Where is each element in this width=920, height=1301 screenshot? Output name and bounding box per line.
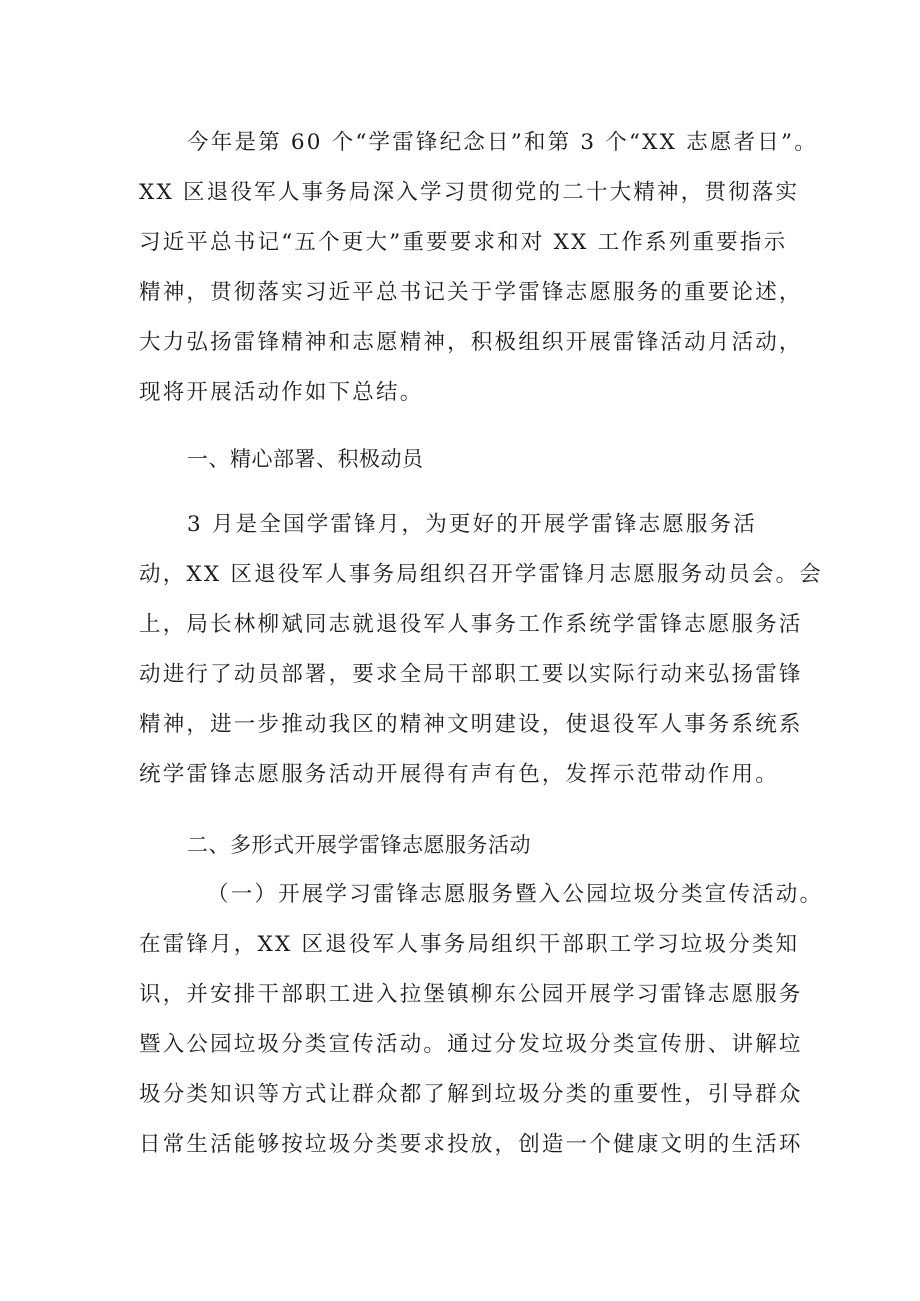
text-line: 识，并安排干部职工进入拉堡镇柳东公园开展学习雷锋志愿服务 — [139, 982, 803, 1007]
text-line: 在雷锋月，XX 区退役军人事务局组织干部职工学习垃圾分类知 — [139, 932, 800, 957]
document-body — [139, 118, 824, 1170]
section-heading-1: 一、精心部署、积极动员 — [187, 447, 424, 471]
text-line: 精神，贯彻落实习近平总书记关于学雷锋志愿服务的重要论述， — [139, 280, 803, 305]
text-line: 今年是第 60 个“学雷锋纪念日”和第 3 个“XX 志愿者日”。 — [187, 130, 818, 155]
text-line: XX 区退役军人事务局深入学习贯彻党的二十大精神，贯彻落实 — [139, 180, 800, 205]
text-line: 统学雷锋志愿服务活动开展得有声有色，发挥示范带动作用。 — [139, 762, 779, 787]
text-line: 日常生活能够按垃圾分类要求投放，创造一个健康文明的生活环 — [139, 1132, 803, 1157]
text-line: 大力弘扬雷锋精神和志愿精神，积极组织开展雷锋活动月活动， — [139, 330, 803, 355]
text-line: 圾分类知识等方式让群众都了解到垃圾分类的重要性，引导群众 — [139, 1082, 803, 1107]
text-line: 动，XX 区退役军人事务局组织召开学雷锋月志愿服务动员会。会 — [139, 562, 823, 587]
section-heading-2: 二、多形式开展学雷锋志愿服务活动 — [187, 833, 531, 857]
paragraph-intro — [139, 118, 818, 418]
text-line: 上，局长林柳斌同志就退役军人事务工作系统学雷锋志愿服务活 — [139, 612, 803, 637]
text-line: 精神，进一步推动我区的精神文明建设，使退役军人事务系统系 — [139, 712, 803, 737]
text-line: 习近平总书记“五个更大”重要要求和对 XX 工作系列重要指示 — [139, 230, 788, 255]
text-line: 3 月是全国学雷锋月，为更好的开展学雷锋志愿服务活 — [187, 512, 758, 537]
paragraph-activities — [139, 870, 824, 1170]
paragraph-mobilization — [139, 500, 823, 800]
text-line: 暨入公园垃圾分类宣传活动。通过分发垃圾分类宣传册、讲解垃 — [139, 1032, 803, 1057]
text-line: 现将开展活动作如下总结。 — [139, 380, 424, 405]
text-line: 动进行了动员部署，要求全局干部职工要以实际行动来弘扬雷锋 — [139, 662, 803, 687]
text-line: （一）开展学习雷锋志愿服务暨入公园垃圾分类宣传活动。 — [207, 882, 824, 907]
